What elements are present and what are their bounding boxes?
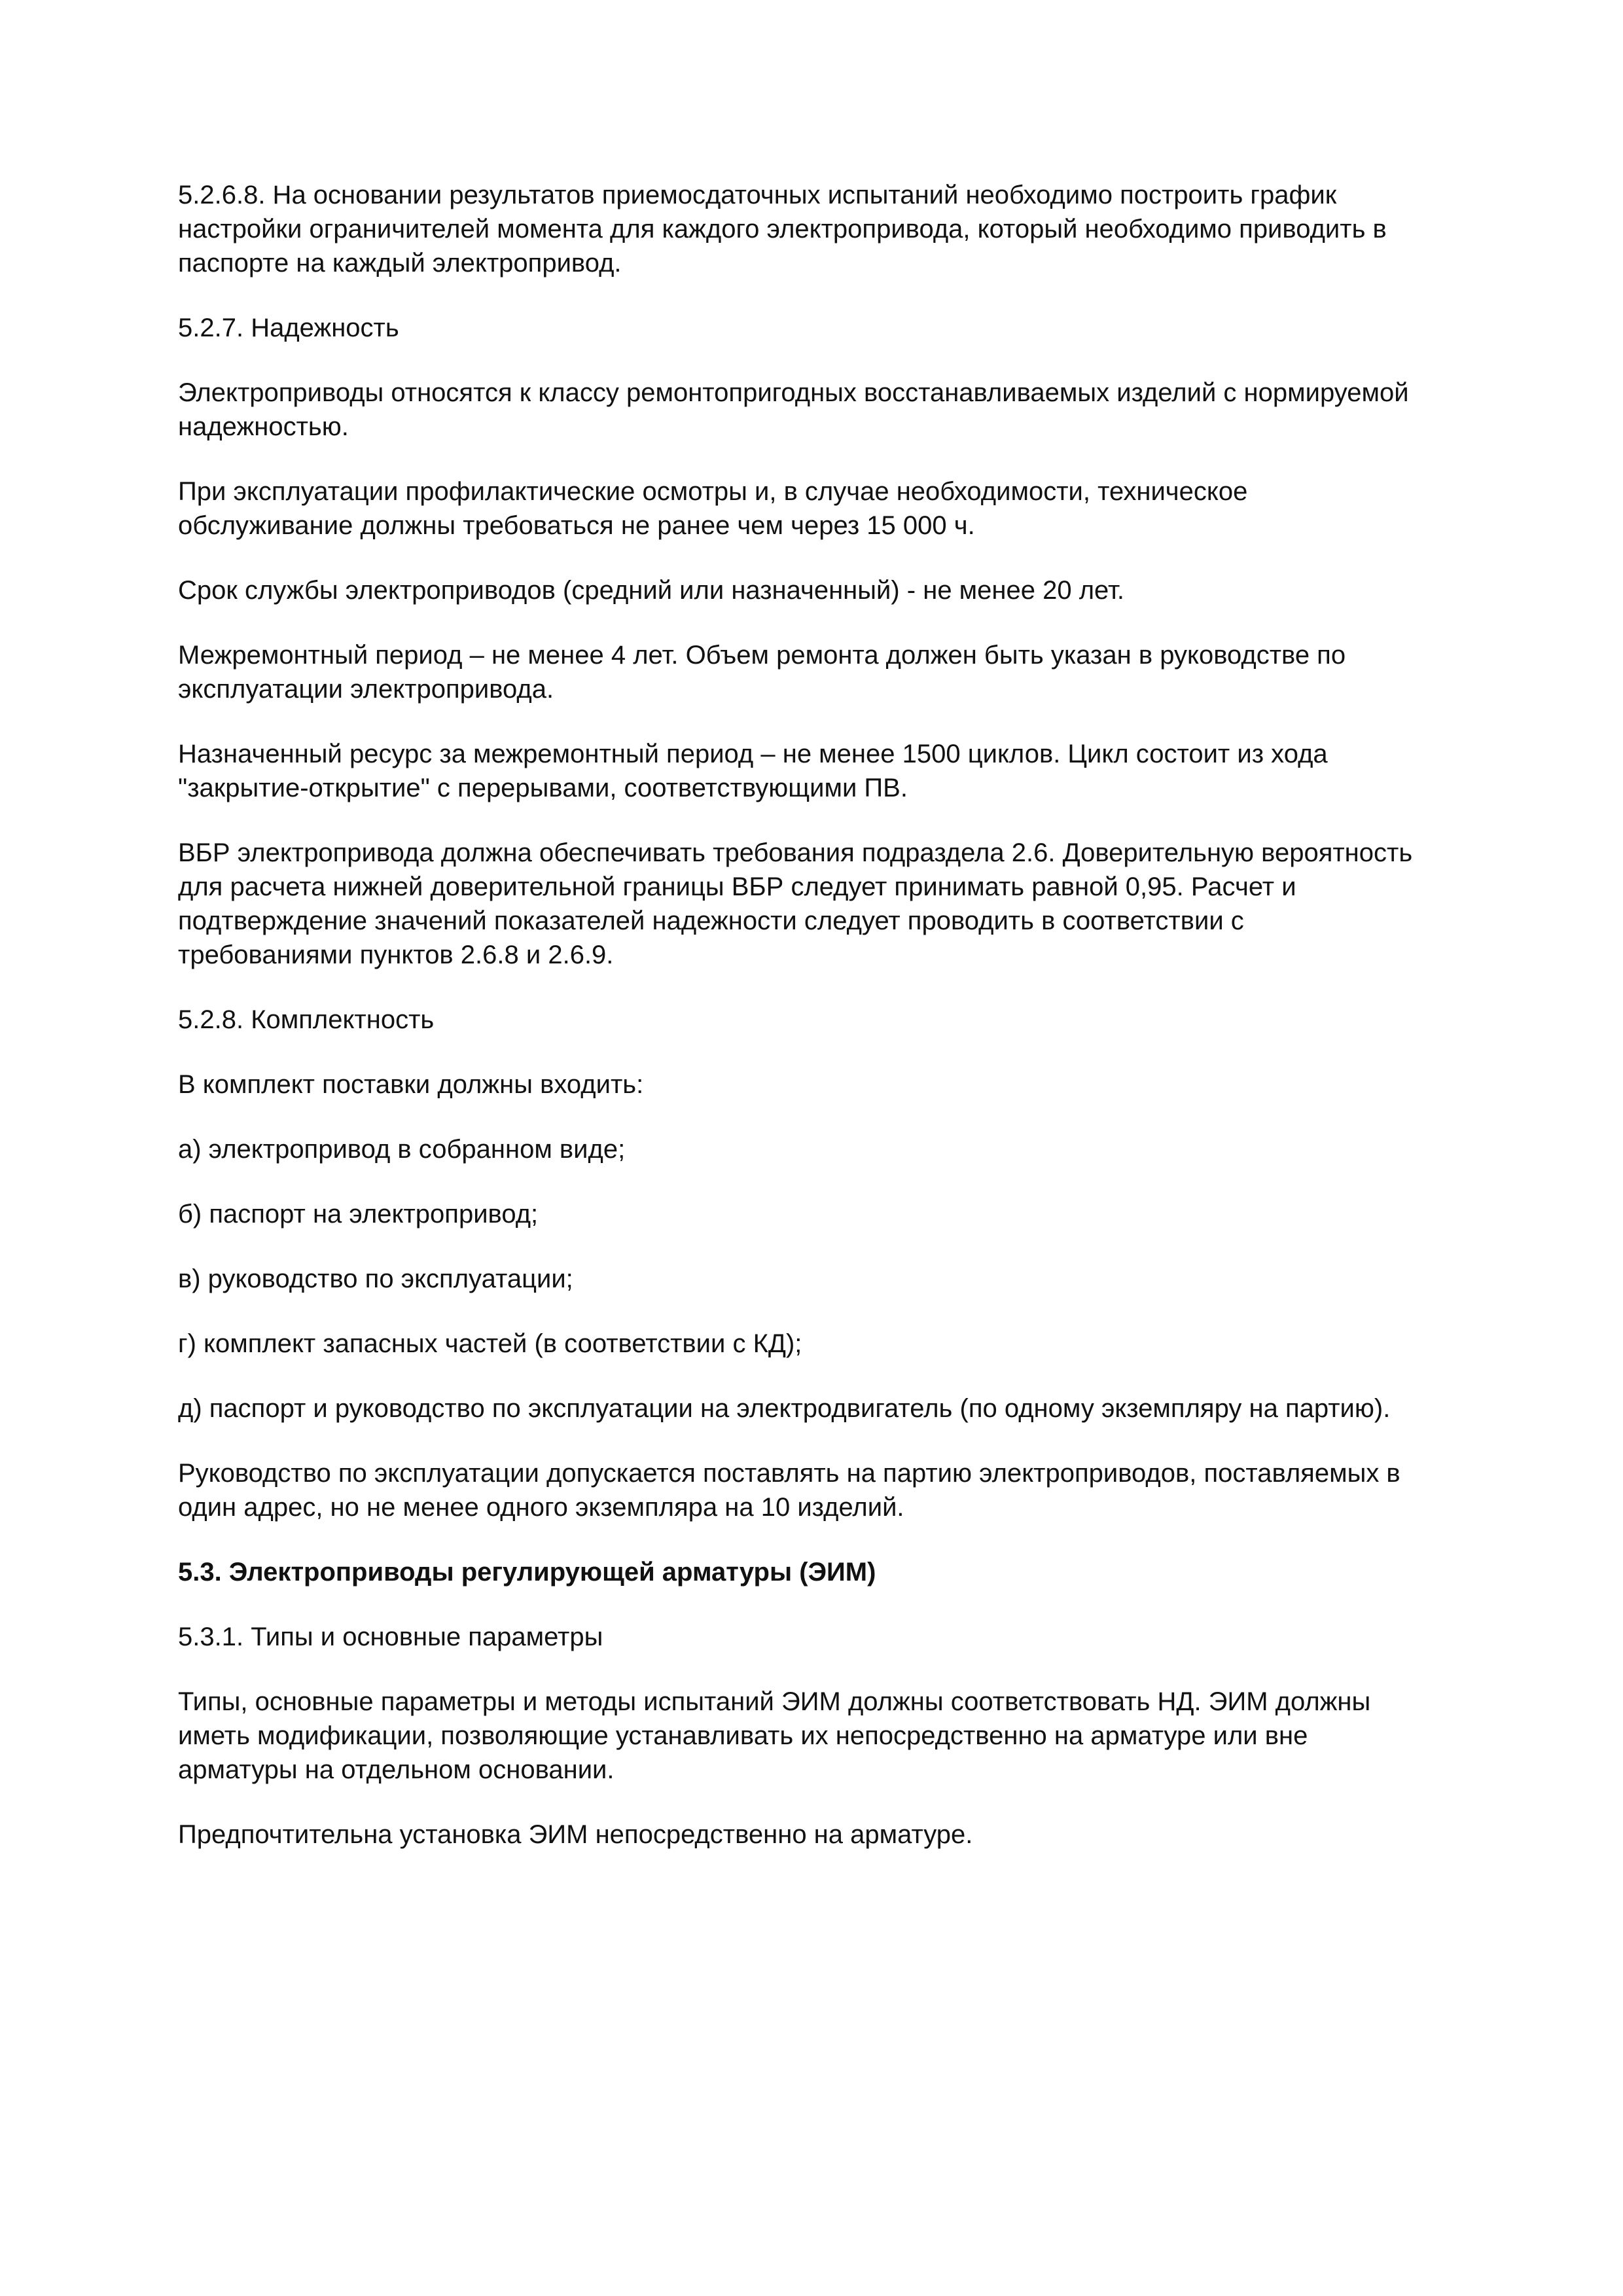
paragraph-maintenance-interval: При эксплуатации профилактические осмотры и, в случае необходимости, техническое обслуживание должны требоваться не ранее чем через 15 000 ч. [178,477,1248,540]
list-item-g: г) комплект запасных частей (в соответствии с КД); [178,1329,802,1358]
heading-5-2-8-completeness: 5.2.8. Комплектность [178,1005,435,1034]
list-item-d: д) паспорт и руководство по эксплуатации на электродвигатель (по одному экземпляру на партию). [178,1394,1391,1423]
document-page [178,178,1461,1882]
paragraph-manual-delivery: Руководство по эксплуатации допускается поставлять на партию электроприводов, поставляемых в один адрес, но не менее одного экземпляра на 10 изделий. [178,1459,1400,1522]
paragraph-types-parameters: Типы, основные параметры и методы испытаний ЭИМ должны соответствовать НД. ЭИМ должны иметь модификации, позволяющие устанавливать их непосредственно на арматуре или вне арматуры на отдельном основании. [178,1687,1371,1784]
paragraph-overhaul-period: Межремонтный период – не менее 4 лет. Объем ремонта должен быть указан в руководстве по эксплуатации электропривода. [178,641,1346,704]
paragraph-repairable-class: Электроприводы относятся к классу ремонтопригодных восстанавливаемых изделий с нормируемой надежностью. [178,378,1409,441]
paragraph-delivery-set-intro: В комплект поставки должны входить: [178,1070,644,1099]
list-item-b: б) паспорт на электропривод; [178,1200,539,1229]
paragraph-preferred-installation: Предпочтительна установка ЭИМ непосредственно на арматуре. [178,1820,973,1849]
list-item-a: а) электропривод в собранном виде; [178,1135,626,1164]
section-heading-5-3: 5.3. Электроприводы регулирующей арматуры (ЭИМ) [178,1558,876,1587]
paragraph-assigned-resource: Назначенный ресурс за межремонтный период – не менее 1500 циклов. Цикл состоит из хода "закрытие-открытие" с перерывами, соответствующими ПВ. [178,740,1328,802]
list-item-v: в) руководство по эксплуатации; [178,1265,573,1293]
heading-5-3-1-types: 5.3.1. Типы и основные параметры [178,1623,603,1651]
heading-5-2-7-reliability: 5.2.7. Надежность [178,314,399,342]
paragraph-5-2-6-8: 5.2.6.8. На основании результатов приемосдаточных испытаний необходимо построить график настройки ограничителей момента для каждого электропривода, который необходимо приводить в паспорте на каждый электропривод. [178,181,1387,278]
paragraph-service-life: Срок службы электроприводов (средний или назначенный) - не менее 20 лет. [178,576,1124,605]
paragraph-reliability-probability: ВБР электропривода должна обеспечивать требования подраздела 2.6. Доверительную вероятность для расчета нижней доверительной границы ВБР следует принимать равной 0,95. Расчет и подтверждение значений показателей надежности следует проводить в соответствии с требованиями пунктов 2.6.8 и 2.6.9. [178,838,1413,969]
